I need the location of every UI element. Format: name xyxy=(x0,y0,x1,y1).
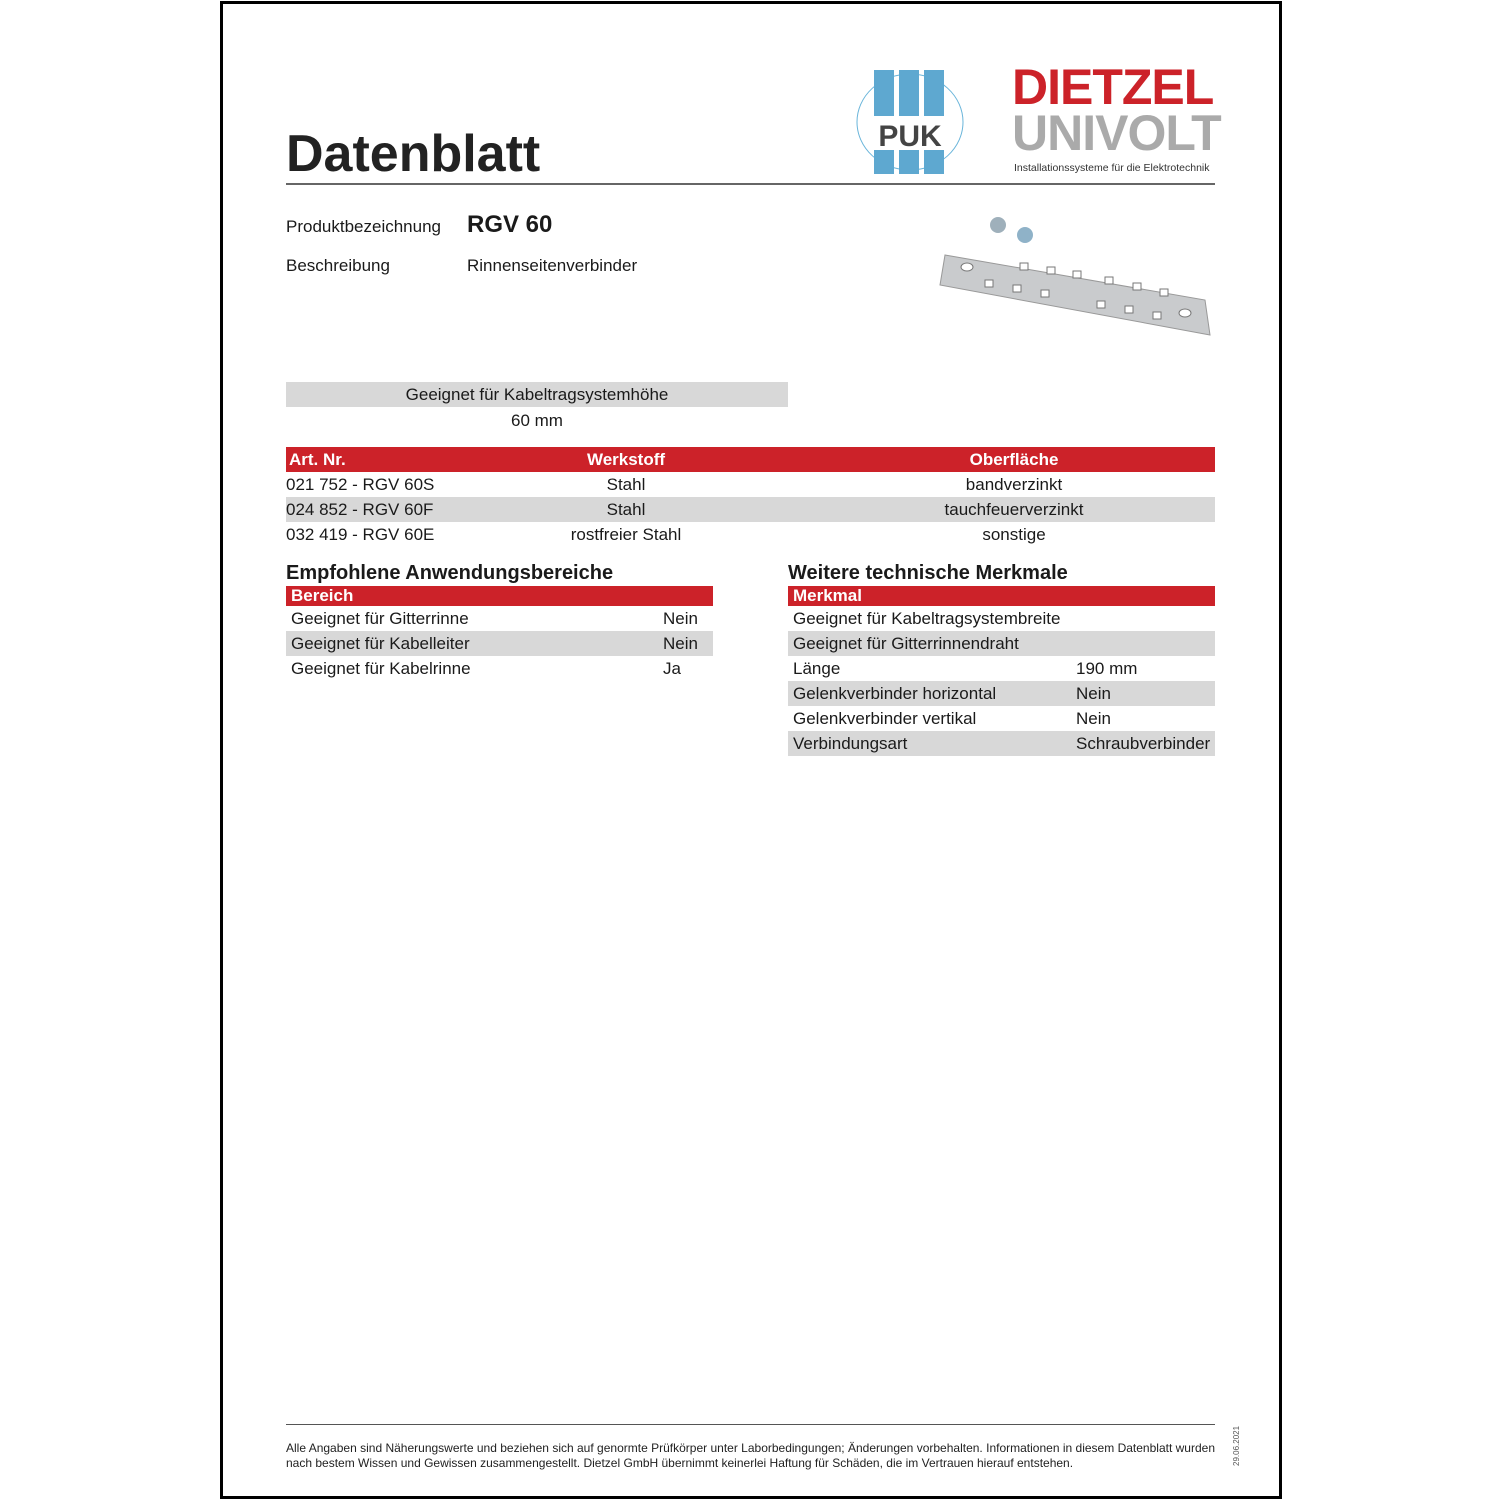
applications-title: Empfohlene Anwendungsbereiche xyxy=(286,562,614,584)
footer-date: 29.06.2021 xyxy=(1232,1425,1241,1466)
werkstoff: Stahl xyxy=(606,475,646,494)
bereich: Geeignet für Kabelleiter xyxy=(291,634,470,653)
puk-logo xyxy=(855,68,967,176)
bereich: Geeignet für Kabelrinne xyxy=(291,659,471,678)
col-header-werkstoff: Werkstoff xyxy=(586,450,666,469)
features-title: Weitere technische Merkmale xyxy=(788,562,1068,584)
col-header-art-nr: Art. Nr. xyxy=(289,450,346,469)
werkstoff: Stahl xyxy=(606,500,646,519)
value: Nein xyxy=(663,634,698,653)
footer-divider xyxy=(286,1424,1215,1425)
oberflaeche: tauchfeuerverzinkt xyxy=(944,500,1084,519)
merkmal: Gelenkverbinder horizontal xyxy=(793,684,997,703)
value: Nein xyxy=(1076,709,1111,728)
header-divider xyxy=(286,183,1215,185)
footer-disclaimer: Alle Angaben sind Näherungswerte und beziehen sich auf genormte Prüfkörper unter Laborbedingungen; Änderungen vorbehalten. Informationen in diesem Datenblatt wurden nach bestem Wissen und Gewissen zusammengestellt. Dietzel GmbH übernimmt keinerlei Haftung für Schäden, die im Vertrauen hierauf entstehen. xyxy=(286,1441,1215,1470)
table-row xyxy=(286,606,713,631)
oberflaeche: bandverzinkt xyxy=(965,475,1063,494)
art-nr: 032 419 - RGV 60E xyxy=(286,525,435,544)
articles-header-row xyxy=(286,447,1215,472)
oberflaeche: sonstige xyxy=(982,525,1046,544)
table-row xyxy=(286,522,1215,547)
tagline: Installationssysteme für die Elektrotechnik xyxy=(1014,162,1210,174)
page-title: Datenblatt xyxy=(286,125,541,183)
col-header-oberflaeche: Oberfläche xyxy=(969,450,1059,469)
werkstoff: rostfreier Stahl xyxy=(570,525,682,544)
merkmal: Gelenkverbinder vertikal xyxy=(793,709,977,728)
table-row xyxy=(286,472,1215,497)
product-image xyxy=(935,205,1220,345)
table-row xyxy=(788,706,1215,731)
art-nr: 021 752 - RGV 60S xyxy=(286,475,435,494)
table-row xyxy=(286,631,713,656)
table-row xyxy=(286,497,1215,522)
art-nr: 024 852 - RGV 60F xyxy=(286,500,434,519)
merkmal: Geeignet für Gitterrinnendraht xyxy=(793,634,1019,653)
description: Rinnenseitenverbinder xyxy=(467,256,638,275)
description-label: Beschreibung xyxy=(286,256,390,275)
product-name-label: Produktbezeichnung xyxy=(286,217,442,236)
table-row xyxy=(788,631,1215,656)
bereich: Geeignet für Gitterrinne xyxy=(291,609,469,628)
table-row xyxy=(286,656,713,681)
table-row xyxy=(788,681,1215,706)
suitability-label: Geeignet für Kabeltragsystemhöhe xyxy=(286,382,788,407)
table-row xyxy=(788,656,1215,681)
features-header: Merkmal xyxy=(788,586,1215,606)
merkmal: Länge xyxy=(793,659,841,678)
dietzel-logo-text: DIETZEL xyxy=(1012,59,1214,115)
value: Ja xyxy=(663,659,681,678)
suitability-value: 60 mm xyxy=(511,411,563,430)
puk-logo-text: PUK xyxy=(878,120,942,153)
value: Nein xyxy=(1076,684,1111,703)
table-row xyxy=(788,606,1215,631)
merkmal: Verbindungsart xyxy=(793,734,908,753)
product-name: RGV 60 xyxy=(467,211,553,238)
value: Nein xyxy=(663,609,698,628)
univolt-logo-text: UNIVOLT xyxy=(1012,105,1221,161)
value: Schraubverbinder xyxy=(1076,734,1211,753)
value: 190 mm xyxy=(1076,659,1138,678)
table-row xyxy=(788,731,1215,756)
applications-header: Bereich xyxy=(286,586,713,606)
merkmal: Geeignet für Kabeltragsystembreite xyxy=(793,609,1061,628)
